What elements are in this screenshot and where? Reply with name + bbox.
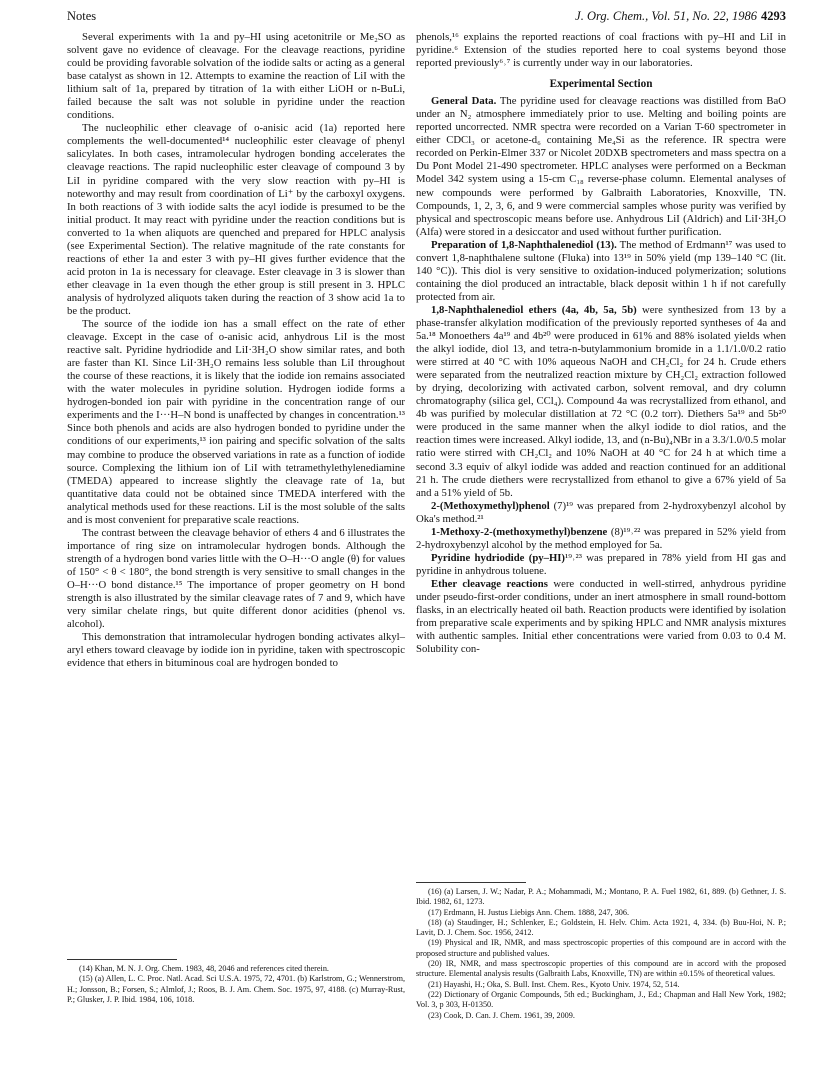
footnote: (21) Hayashi, H.; Oka, S. Bull. Inst. Chem. Res., Kyoto Univ. 1974, 52, 514.: [428, 979, 680, 989]
running-header: [67, 9, 786, 25]
header-section: Notes: [67, 9, 97, 23]
experimental-paragraph: [416, 578, 786, 656]
run-in-heading: Preparation of 1,8-Naphthalenediol (13).: [431, 238, 617, 251]
footnote: (18) (a) Staudinger, H.; Schlenker, E.; Goldstein, H. Helv. Chim. Acta 1921, 4, 334. (b) Buu-Hoi, N. P.; Lavit, D. J. Chem. Soc. 1956, 2412.: [416, 917, 786, 938]
experimental-paragraph: [416, 304, 786, 500]
footnote: (14) Khan, M. N. J. Org. Chem. 1983, 48, 2046 and references cited therein.: [79, 964, 329, 973]
experimental-paragraph: [416, 500, 786, 526]
paragraph-text: (7)¹⁹ was prepared from 2-hydroxybenzyl alcohol by Oka's method.²¹: [416, 499, 787, 525]
run-in-heading: 1-Methoxy-2-(methoxymethyl)benzene: [431, 525, 608, 538]
header-page-number: 4293: [761, 9, 786, 23]
footnote-divider: [416, 882, 526, 883]
section-title: Experimental Section: [549, 78, 653, 91]
body-paragraph: phenols,¹⁶ explains the reported reactions of coal fractions with py–HI and LiI in pyridine.⁶ Extension of the studies reported here to coal systems beyond those reported previously⁶˒⁷ is currently under way in our laboratories.: [416, 31, 786, 70]
body-paragraph: Several experiments with 1a and py–HI using acetonitrile or Me₂SO as solvent gave no evidence of cleavage. For the cleavage reactions, pyridine could be providing favorable solvation of the iodide salts or acting as a general base catalyst as shown in 12. Attempts to examine the reaction of LiI with the lithium salt of 1a, prepared by titration of 1a with either LiOH or n-BuLi, failed because the salt was not soluble in pyridine under the reaction conditions.: [67, 31, 405, 122]
experimental-paragraph: [416, 95, 786, 239]
paragraph-text: ¹⁹˒²³ was prepared in 78% yield from HI gas and pyridine in anhydrous toluene.: [416, 551, 787, 577]
experimental-paragraph: [416, 526, 786, 552]
run-in-heading: General Data.: [431, 95, 497, 108]
footnote: (22) Dictionary of Organic Compounds, 5th ed.; Buckingham, J., Ed.; Chapman and Hall New York, 1982; Vol. 3, p 303, H-01350.: [416, 989, 786, 1010]
run-in-heading: Ether cleavage reactions: [431, 577, 548, 590]
footnote: (20) IR, NMR, and mass spectroscopic properties of this compound are in accord with the proposed structure. Elemental analysis results (Galbraith Labs, Knoxville, TN) are within ±0.15% of theoretical values.: [416, 959, 786, 979]
header-journal: J. Org. Chem., Vol. 51, No. 22, 1986: [575, 9, 757, 23]
footnote: (16) (a) Larsen, J. W.; Nadar, P. A.; Mohammadi, M.; Montano, P. A. Fuel 1982, 61, 889. (b) Gethner, J. S. Ibid. 1982, 61, 1273.: [416, 887, 786, 907]
footnote: (17) Erdmann, H. Justus Liebigs Ann. Chem. 1888, 247, 306.: [428, 907, 630, 917]
right-footnotes: [416, 876, 786, 1021]
footnote: (19) Physical and IR, NMR, and mass spectroscopic properties of this compound are in accord with the proposed structure and published values.: [416, 938, 786, 958]
body-paragraph: The nucleophilic ether cleavage of o-anisic acid (1a) reported here complements the well-documented¹⁴ nucleophilic ester cleavage of phenyl salicylates. In both cases, intramolecular hydrogen bonding accelerates the cleavage reactions. The rapid nucleophilic ester cleavage of compound 3 by LiI in pyridine compared with the very slow reaction with py–HI is noteworthy and may result from coordination of Li⁺ by the carboxyl oxygens. In both reactions of 3 with iodide salts the acyl iodide is presumed to be the initial product. It may react with pyridine under the reaction conditions but is converted to 1a when aliquots are quenched and prepared for HPLC analysis (see Experimental Section). The relative magnitude of the rate constants for reactions of ether 1a and ester 3 with py–HI gives further evidence that the acid proton in 1a is necessary for cleavage. Ester cleavage in 3 is slower than ether cleavage in 1a even though the ether group is still present in 3. HPLC analysis of hydrolyzed aliquots taken during the reaction of 3 show acid 1a to be the product.: [67, 122, 405, 317]
paragraph-text: The pyridine used for cleavage reactions was distilled from BaO under an N₂ atmosphere immediately prior to use. Melting and boiling points are reported uncorrected. NMR spectra were recorded on a Varian T-60 spectrometer in either CDCl₃ or acetone-d₆ containing Me₄Si as the reference. IR spectra were recorded on Perkin-Elmer 337 or Nicolet 20DXB spectrometers and mass spectra on a Du Pont Model 21-490 spectrometer. HPLC analyses were performed on a Beckman Model 342 system using a 15-cm C₁₈ reverse-phase column. Elemental analyses of new compounds were performed by Galbraith Laboratories, Knoxville, TN. Compounds, 1, 2, 3, 6, and 9 were commercial samples whose purity was verified by physical and spectroscopic means before use. Anhydrous LiI (Aldrich) and LiI·3H₂O (Alfa) were stored in a desiccator and used without further purification.: [416, 95, 786, 238]
experimental-paragraph: [416, 239, 786, 304]
body-paragraph: The contrast between the cleavage behavior of ethers 4 and 6 illustrates the importance of ring size on intramolecular hydrogen bonds. Although the strength of a hydrogen bond varies little with the O–H···O angle (θ) for values of 150° < θ < 180°, the bond strength is very sensitive to small changes in the O–H···O bond distance.¹⁵ The importance of proper geometry on H bond strength is also illustrated by the similar cleavage rates of 7 and 9, which have very similar chelate rings, but quite different donor acidities (phenol vs. alcohol).: [67, 526, 405, 631]
header-journal-citation: [575, 9, 786, 24]
paragraph-text: (8)¹⁹˒²² was prepared in 52% yield from 2-hydroxybenzyl alcohol by the method employed for 5a.: [416, 525, 786, 551]
body-paragraph: This demonstration that intramolecular hydrogen bonding activates alkyl–aryl ethers toward cleavage by iodide ion in pyridine, taken with spectroscopic evidence that ethers in bituminous coal are hydrogen bonded to: [67, 631, 405, 670]
footnote-divider: [67, 959, 177, 960]
paragraph-text: The method of Erdmann¹⁷ was used to convert 1,8-naphthalene sultone (Fluka) into 13¹⁹ in 50% yield (mp 139–140 °C (lit. 140 °C)). This diol is very sensitive to oxidation-induced polymerization; solutions containing the diol produced an intractable, black deposit within 1 h if not carefully protected from air.: [416, 238, 786, 303]
right-column: [416, 31, 786, 656]
run-in-heading: 1,8-Naphthalenediol ethers (4a, 4b, 5a, 5b): [431, 303, 637, 316]
paragraph-text: were synthesized from 13 by a phase-transfer alkylation modification of the previously reported syntheses of 4a and 5a.¹⁸ Monoethers 4a¹⁹ and 4b²⁰ were produced in 61% and 88% isolated yields when the alkyl iodide, diol 13, and tetra-n-butylammonium bromide in a 1.1/1.0/0.2 ratio were stirred at 40 °C with 10% aqueous NaOH and CH₂Cl₂ for 24 h. Crude ethers were separated from the neutralized reaction mixture by CH₂Cl₂ extraction followed by drying, decolorizing with activated carbon, solvent removal, and dry column chromatography (silica gel, CCl₄). Compound 4a was recrystallized from ethanol, and 4b was purified by molecular distillation at 72 °C (0.2 torr). Diethers 5a¹⁹ and 5b²⁰ were produced in the same manner when the alkyl iodide to diol ratios, and the reaction times were increased. Alkyl iodide, 13, and (n-Bu)₄NBr in a 3.3/1.0/0.5 molar ratio were stirred with CH₂Cl₂ and 10% NaOH at 40 °C for 24 h at which time a second 3.3 equiv of alkyl iodide was added and reaction continued for an additional 21 h. The crude diethers were recrystallized from ethanol to give a 67% yield of 5a and a 51% yield of 5b.: [416, 303, 786, 499]
paragraph-text: were conducted in well-stirred, anhydrous pyridine under pseudo-first-order conditions, under an inert atmosphere in small round-bottom flasks, in an electrically heated oil bath. Reaction products were identified by isolation from preparative scale experiments and by spiking HPLC and NMR analysis mixtures with authentic samples. Initial ether concentrations were varied from 0.03 to 0.4 M. Solubility con-: [416, 577, 787, 656]
left-footnotes: [67, 953, 405, 1005]
run-in-heading: 2-(Methoxymethyl)phenol: [431, 499, 550, 512]
footnote: (23) Cook, D. Can. J. Chem. 1961, 39, 2009.: [428, 1010, 575, 1020]
run-in-heading: Pyridine hydriodide (py–HI): [431, 551, 565, 564]
body-paragraph: The source of the iodide ion has a small effect on the rate of ether cleavage. Except in the case of o-anisic acid, anhydrous LiI is the most reactive salt. Pyridine hydriodide and LiI·3H₂O show similar rates, and both are faster than KI. Since LiI·3H₂O remains less soluble than LiI throughout the course of these reactions, it is likely that the iodide ion remains associated with the water molecules in pyridine solution. Hydrogen iodide forms a hydrogen-bonded ion pair with pyridine in the concentration range of our experiments and the I···H–N bond is unaffected by changes in concentration.¹³ Since both phenols and acids are also hydrogen bonded to pyridine under the conditions of our experiments,¹³ ion pairing and specific solvation of the salts may combine to produce the observed variations in rate as a function of iodide source. Complexing the lithium ion of LiI with tetramethylethylenediamine (TMEDA) appeared to increase slightly the cleavage rate of 1a, but quantitative data could not be obtained since TMEDA interfered with the analytical methods used for these reactions. LiI is the most soluble of the salts and is most convenient for preparative scale reactions.: [67, 318, 405, 526]
left-column: [67, 31, 405, 670]
footnote: (15) (a) Allen, L. C. Proc. Natl. Acad. Sci U.S.A. 1975, 72, 4701. (b) Karlstrom, G.; Wennerstrom, H.; Jonsson, B.; Forsen, S.; Almlof, J.; Roos, B. J. Am. Chem. Soc. 1975, 97, 4188. (c) Murray-Rust, P.; Glusker, J. P. Ibid. 1984, 106, 1018.: [67, 974, 405, 1004]
experimental-paragraph: [416, 552, 786, 578]
